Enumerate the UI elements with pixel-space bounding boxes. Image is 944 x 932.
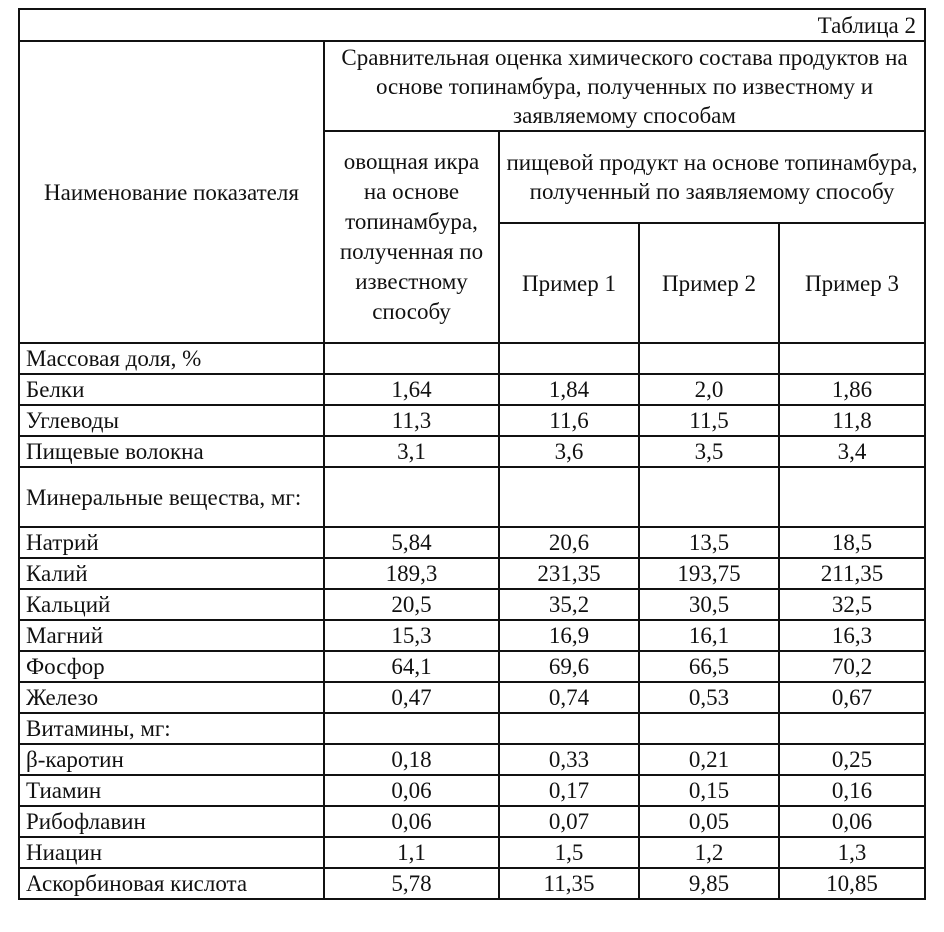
value-known-method: 20,5 <box>324 589 499 620</box>
value-example-2: 193,75 <box>639 558 779 589</box>
table-row <box>19 651 925 682</box>
section-row <box>19 343 925 374</box>
empty-cell <box>639 467 779 527</box>
indicator-name: Фосфор <box>19 651 324 682</box>
table-row <box>19 775 925 806</box>
table-row <box>19 405 925 436</box>
value-known-method: 64,1 <box>324 651 499 682</box>
empty-cell <box>779 713 925 744</box>
value-example-2: 2,0 <box>639 374 779 405</box>
table-row <box>19 806 925 837</box>
value-example-2: 30,5 <box>639 589 779 620</box>
value-example-1: 20,6 <box>499 527 639 558</box>
empty-cell <box>324 467 499 527</box>
value-example-1: 0,17 <box>499 775 639 806</box>
indicator-name: Белки <box>19 374 324 405</box>
value-example-3: 0,67 <box>779 682 925 713</box>
value-example-1: 231,35 <box>499 558 639 589</box>
value-example-1: 0,74 <box>499 682 639 713</box>
indicator-name: Пищевые волокна <box>19 436 324 467</box>
value-example-2: 0,15 <box>639 775 779 806</box>
indicator-name: Углеводы <box>19 405 324 436</box>
example-1-header: Пример 1 <box>499 223 639 343</box>
table-row <box>19 527 925 558</box>
value-example-2: 11,5 <box>639 405 779 436</box>
table-row <box>19 436 925 467</box>
value-example-1: 3,6 <box>499 436 639 467</box>
table-row <box>19 620 925 651</box>
empty-cell <box>499 343 639 374</box>
value-example-2: 9,85 <box>639 868 779 899</box>
value-known-method: 0,06 <box>324 775 499 806</box>
value-known-method: 11,3 <box>324 405 499 436</box>
value-example-2: 0,21 <box>639 744 779 775</box>
value-example-2: 0,05 <box>639 806 779 837</box>
value-example-2: 3,5 <box>639 436 779 467</box>
table-row <box>19 744 925 775</box>
value-example-1: 11,35 <box>499 868 639 899</box>
value-known-method: 0,18 <box>324 744 499 775</box>
value-example-3: 3,4 <box>779 436 925 467</box>
value-example-1: 35,2 <box>499 589 639 620</box>
indicator-name: Натрий <box>19 527 324 558</box>
value-example-3: 0,06 <box>779 806 925 837</box>
value-example-3: 70,2 <box>779 651 925 682</box>
indicator-name: Кальций <box>19 589 324 620</box>
indicator-name-header: Наименование показателя <box>19 41 324 343</box>
table-row <box>19 837 925 868</box>
empty-cell <box>779 467 925 527</box>
indicator-name: Ниацин <box>19 837 324 868</box>
table-row <box>19 589 925 620</box>
value-example-2: 16,1 <box>639 620 779 651</box>
indicator-name: Рибофлавин <box>19 806 324 837</box>
comparison-group-header: Сравнительная оценка химического состава продуктов на основе топинамбура, полученных по известному и заявляемому способам <box>324 41 925 131</box>
section-title: Минеральные вещества, мг: <box>19 467 324 527</box>
claimed-method-header: пищевой продукт на основе топинамбура, полученный по заявляемому способу <box>499 131 925 223</box>
value-example-2: 13,5 <box>639 527 779 558</box>
chemical-composition-table <box>18 8 926 900</box>
empty-cell <box>639 713 779 744</box>
value-example-3: 0,25 <box>779 744 925 775</box>
value-example-1: 16,9 <box>499 620 639 651</box>
value-example-3: 1,86 <box>779 374 925 405</box>
table-caption: Таблица 2 <box>19 9 925 41</box>
value-example-3: 11,8 <box>779 405 925 436</box>
indicator-name: Тиамин <box>19 775 324 806</box>
empty-cell <box>779 343 925 374</box>
value-example-3: 18,5 <box>779 527 925 558</box>
section-title: Витамины, мг: <box>19 713 324 744</box>
indicator-name: Магний <box>19 620 324 651</box>
value-known-method: 189,3 <box>324 558 499 589</box>
example-3-header: Пример 3 <box>779 223 925 343</box>
value-example-1: 69,6 <box>499 651 639 682</box>
value-example-1: 0,33 <box>499 744 639 775</box>
value-example-3: 32,5 <box>779 589 925 620</box>
value-example-3: 16,3 <box>779 620 925 651</box>
indicator-name: Калий <box>19 558 324 589</box>
value-example-3: 10,85 <box>779 868 925 899</box>
indicator-name: β-каротин <box>19 744 324 775</box>
value-known-method: 15,3 <box>324 620 499 651</box>
document-page <box>18 8 924 900</box>
table-row <box>19 868 925 899</box>
value-known-method: 1,64 <box>324 374 499 405</box>
example-2-header: Пример 2 <box>639 223 779 343</box>
empty-cell <box>499 467 639 527</box>
value-example-2: 1,2 <box>639 837 779 868</box>
empty-cell <box>324 713 499 744</box>
empty-cell <box>639 343 779 374</box>
empty-cell <box>324 343 499 374</box>
value-example-1: 1,84 <box>499 374 639 405</box>
value-known-method: 5,84 <box>324 527 499 558</box>
value-example-1: 1,5 <box>499 837 639 868</box>
value-example-1: 0,07 <box>499 806 639 837</box>
known-method-header: овощная икра на основе топинамбура, полученная по известному способу <box>324 131 499 343</box>
value-known-method: 3,1 <box>324 436 499 467</box>
section-row <box>19 467 925 527</box>
value-example-2: 66,5 <box>639 651 779 682</box>
table-row <box>19 374 925 405</box>
value-example-3: 0,16 <box>779 775 925 806</box>
value-example-3: 211,35 <box>779 558 925 589</box>
empty-cell <box>499 713 639 744</box>
section-row <box>19 713 925 744</box>
table-row <box>19 682 925 713</box>
value-known-method: 5,78 <box>324 868 499 899</box>
section-title: Массовая доля, % <box>19 343 324 374</box>
value-known-method: 0,47 <box>324 682 499 713</box>
value-known-method: 1,1 <box>324 837 499 868</box>
value-known-method: 0,06 <box>324 806 499 837</box>
value-example-2: 0,53 <box>639 682 779 713</box>
indicator-name: Железо <box>19 682 324 713</box>
value-example-3: 1,3 <box>779 837 925 868</box>
table-row <box>19 558 925 589</box>
value-example-1: 11,6 <box>499 405 639 436</box>
indicator-name: Аскорбиновая кислота <box>19 868 324 899</box>
